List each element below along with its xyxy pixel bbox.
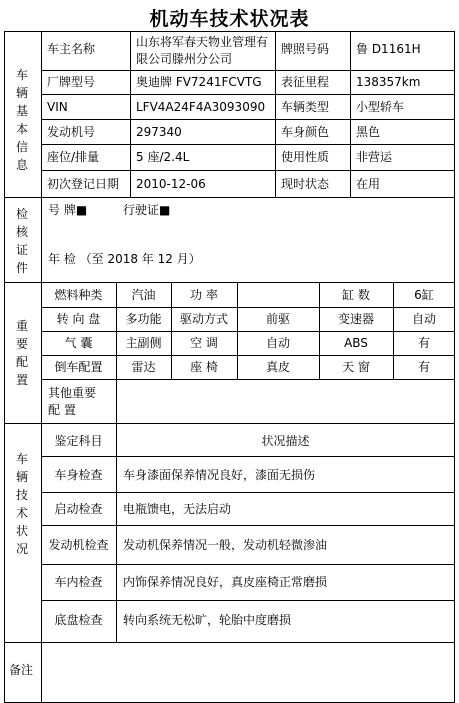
abs-value: 有 <box>417 336 430 350</box>
usage-value: 非营运 <box>356 150 393 164</box>
page-title: 机动车技术状况表 <box>149 8 310 30</box>
vehicle-type-label: 车辆类型 <box>281 100 330 114</box>
odometer-value: 138357km <box>356 75 421 89</box>
condition-desc: 发动机保养情况一般，发动机轻微渗油 <box>123 538 328 552</box>
condition-desc: 转向系统无松旷，轮胎中度磨损 <box>123 613 292 627</box>
owner-label: 车主名称 <box>47 42 96 56</box>
annual-inspection: 年 检 （至 2018 年 12 月） <box>48 252 201 266</box>
condition-item: 发动机检查 <box>48 538 109 552</box>
transmission-value: 自动 <box>411 312 436 326</box>
sunroof-value: 有 <box>417 360 430 374</box>
reg-date-value: 2010-12-06 <box>136 177 206 191</box>
fuel-label: 燃料种类 <box>54 288 103 302</box>
seats-value: 5 座/2.4L <box>136 150 190 164</box>
cylinders-value: 6缸 <box>414 288 434 302</box>
vin-label: VIN <box>47 100 68 114</box>
power-label: 功 率 <box>190 288 218 302</box>
airbag-label: 气 囊 <box>64 336 93 350</box>
other-config-label-line1: 其他重要 <box>48 386 97 400</box>
status-value: 在用 <box>356 177 381 191</box>
owner-value-line2: 限公司滕州分公司 <box>136 52 233 66</box>
owner-value-line1: 山东将军春天物业管理有 <box>136 35 269 49</box>
condition-item: 启动检查 <box>54 502 103 516</box>
plate-doc-check: 号 牌■ <box>48 203 88 217</box>
drive-label: 驱动方式 <box>179 312 228 326</box>
condition-item: 车身检查 <box>54 468 103 482</box>
engine-value: 297340 <box>136 125 182 139</box>
condition-header-item: 鉴定科目 <box>54 434 103 448</box>
seat-value: 真皮 <box>265 360 290 374</box>
vin-value: LFV4A24F4A3093090 <box>136 100 266 114</box>
condition-desc: 内饰保养情况良好，真皮座椅正常磨损 <box>123 575 328 589</box>
section-label-condition: 车辆技术状况 <box>15 452 28 556</box>
plate-value: 鲁 D1161H <box>356 42 421 56</box>
transmission-label: 变速器 <box>337 312 374 326</box>
section-label-config: 重要配置 <box>15 319 28 387</box>
seats-label: 座位/排量 <box>47 150 100 164</box>
other-config-label-line2: 配 置 <box>48 403 76 417</box>
reg-date-label: 初次登记日期 <box>47 177 120 191</box>
model-value: 奥迪牌 FV7241FCVTG <box>136 75 262 89</box>
plate-label: 牌照号码 <box>281 42 330 56</box>
color-label: 车身颜色 <box>281 125 330 139</box>
remark-label: 备注 <box>9 663 34 677</box>
status-label: 现时状态 <box>281 177 330 191</box>
section-label-inspection: 检核证件 <box>15 207 28 275</box>
license-doc-check: 行驶证■ <box>123 203 171 217</box>
fuel-value: 汽油 <box>131 288 156 302</box>
cylinders-label: 缸 数 <box>342 288 370 302</box>
odometer-label: 表征里程 <box>281 75 330 89</box>
condition-item: 车内检查 <box>54 575 103 589</box>
drive-value: 前驱 <box>265 312 290 326</box>
condition-desc: 电瓶馈电，无法启动 <box>123 502 232 516</box>
steering-label: 转 向 盘 <box>56 312 101 326</box>
reverse-label: 倒车配置 <box>54 360 103 374</box>
seat-label: 座 椅 <box>190 360 218 374</box>
vehicle-type-value: 小型轿车 <box>356 100 405 114</box>
condition-item: 底盘检查 <box>54 613 103 627</box>
usage-label: 使用性质 <box>281 150 330 164</box>
abs-label: ABS <box>344 336 368 350</box>
airbag-value: 主副侧 <box>125 336 162 350</box>
condition-header-desc: 状况描述 <box>261 434 310 448</box>
ac-value: 自动 <box>265 336 290 350</box>
reverse-value: 雷达 <box>131 360 156 374</box>
engine-label: 发动机号 <box>47 125 96 139</box>
steering-value: 多功能 <box>125 312 162 326</box>
model-label: 厂牌型号 <box>47 75 96 89</box>
condition-desc: 车身漆面保养情况良好，漆面无损伤 <box>123 468 316 482</box>
sunroof-label: 天 窗 <box>342 360 370 374</box>
section-label-vehicle-info: 车辆基本信息 <box>15 68 28 172</box>
ac-label: 空 调 <box>190 336 218 350</box>
color-value: 黑色 <box>356 125 381 139</box>
